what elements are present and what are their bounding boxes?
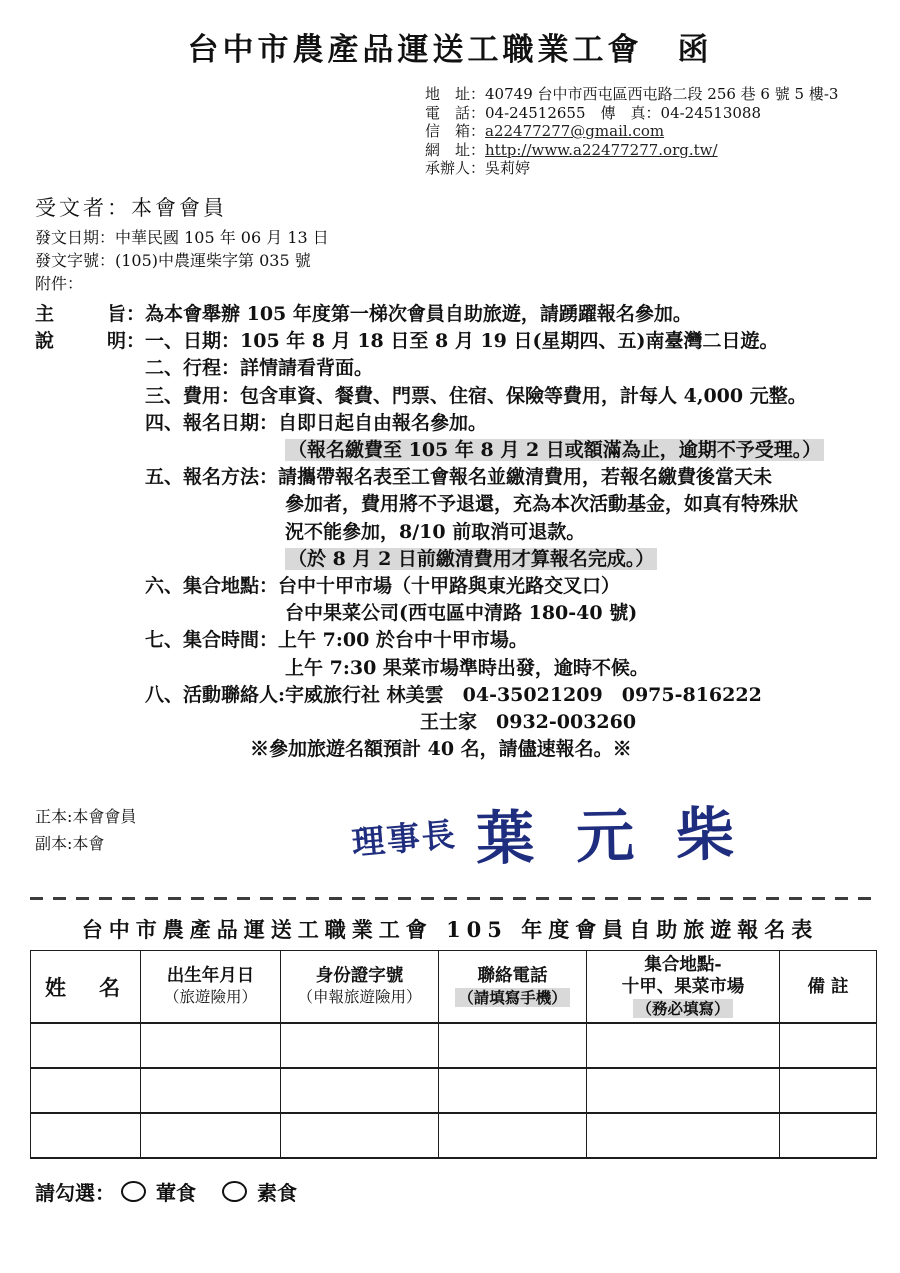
letter-body <box>0 301 900 763</box>
phone-fax-line <box>425 104 900 123</box>
address-line <box>425 85 900 104</box>
form-cell <box>587 1023 780 1068</box>
website-line <box>425 141 900 160</box>
attachment-line: 附件： <box>35 273 84 293</box>
handler-line <box>425 159 900 178</box>
item-5-continuation-2: 況不能參加，8/10 前取消可退款。 <box>285 520 586 543</box>
form-cell <box>780 1023 877 1068</box>
duplicate-copy-line: 副本:本會 <box>35 834 105 854</box>
meal-selection-row <box>35 1177 900 1206</box>
chairman-signature-stamp <box>352 789 776 873</box>
explanation-item-1: 一、日期：105 年 8 月 18 日至 8 月 19 日(星期四、五)南臺灣二日遊。 <box>145 330 779 353</box>
form-cell <box>31 1113 141 1158</box>
quota-note: ※參加旅遊名額預計 40 名，請儘速報名。※ <box>250 738 632 761</box>
form-cell <box>141 1068 281 1113</box>
registration-table <box>30 950 877 1159</box>
phone-fax-value: 04-24512655 傳 真：04-24513088 <box>485 103 762 122</box>
vegetarian-meal-label: 素食 <box>257 1180 297 1205</box>
item-8-continuation: 王士家 0932-003260 <box>420 711 637 734</box>
website-link[interactable]: http://www.a22477277.org.tw/ <box>485 140 718 159</box>
meat-meal-label: 葷食 <box>156 1180 196 1205</box>
subject-text: 為本會舉辦 105 年度第一梯次會員自助旅遊，請踴躍報名參加。 <box>145 302 692 325</box>
explanation-item-3: 三、費用：包含車資、餐費、門票、住宿、保險等費用，計每人 4,000 元整。 <box>145 384 807 407</box>
registration-row-2 <box>31 1068 877 1113</box>
item-6-continuation: 台中果菜公司(西屯區中清路 180-40 號) <box>285 602 638 625</box>
phone-label: 電 話： <box>425 103 486 122</box>
item-7-continuation: 上午 7:30 果菜市場準時出發，逾時不候。 <box>285 656 649 679</box>
explanation-item-4: 四、報名日期：自即日起自由報名參加。 <box>145 411 488 434</box>
column-name: 姓 名 <box>31 951 141 1023</box>
explanation-item-7: 七、集合時間：上午 7:00 於台中十甲市場。 <box>145 629 528 652</box>
deadline-note <box>285 437 900 464</box>
address-value: 40749 台中市西屯區西屯路二段 256 巷 6 號 5 樓-3 <box>485 85 839 103</box>
explanation-label: 說 明： <box>35 330 145 353</box>
form-cell <box>587 1068 780 1113</box>
form-cell <box>587 1113 780 1158</box>
email-line <box>425 122 900 141</box>
copy-block <box>35 803 136 857</box>
cut-line-divider <box>30 897 878 900</box>
meeting-point-note-highlight: （務必填寫） <box>633 999 732 1018</box>
form-cell <box>780 1068 877 1113</box>
column-meeting-point: 集合地點- 十甲、果菜市場 （務必填寫） <box>587 951 780 1023</box>
form-cell <box>281 1113 439 1158</box>
chairman-title: 理事長 <box>350 814 459 863</box>
registration-row-3 <box>31 1113 877 1158</box>
form-cell <box>439 1023 587 1068</box>
subject-row <box>35 301 900 328</box>
form-cell <box>281 1023 439 1068</box>
form-cell <box>281 1068 439 1113</box>
explanation-item-8: 八、活動聯絡人:宇威旅行社 林美雲 04-35021209 0975-816222 <box>145 683 762 706</box>
form-cell <box>439 1113 587 1158</box>
column-id-number: 身份證字號 （申報旅遊險用） <box>281 951 439 1023</box>
form-cell <box>141 1023 281 1068</box>
explanation-item-2: 二、行程：詳情請看背面。 <box>145 357 374 380</box>
handler-label: 承辦人： <box>425 159 486 178</box>
column-phone: 聯絡電話 （請填寫手機） <box>439 951 587 1023</box>
column-remarks: 備 註 <box>780 951 877 1023</box>
explanation-row <box>35 328 900 355</box>
email-label: 信 箱： <box>425 122 486 141</box>
explanation-item-5: 五、報名方法：請攜帶報名表至工會報名並繳清費用，若報名繳費後當天未 <box>145 466 773 489</box>
recipient-line: 受文者：本會會員 <box>35 195 227 220</box>
column-birthdate: 出生年月日 （旅遊險用） <box>141 951 281 1023</box>
original-copy-line: 正本:本會會員 <box>35 807 137 827</box>
form-cell <box>31 1023 141 1068</box>
address-label: 地 址： <box>425 85 486 103</box>
handler-value: 吳莉婷 <box>485 159 531 178</box>
meat-meal-checkbox-circle <box>121 1181 146 1202</box>
meta-block <box>35 226 900 295</box>
registration-row-1 <box>31 1023 877 1068</box>
form-cell <box>439 1068 587 1113</box>
contact-info-block <box>425 85 900 178</box>
organization-title: 台中市農產品運送工職業工會 函 <box>187 32 713 68</box>
phone-note-highlight: （請填寫手機） <box>455 988 570 1007</box>
deadline-note-highlight: （報名繳費至 105 年 8 月 2 日或額滿為止，逾期不予受理。） <box>285 439 824 461</box>
registration-form-title: 台中市農產品運送工職業工會 105 年度會員自助旅遊報名表 <box>81 917 819 943</box>
form-cell <box>31 1068 141 1113</box>
form-cell <box>780 1113 877 1158</box>
form-cell <box>141 1113 281 1158</box>
payment-note-highlight: （於 8 月 2 日前繳清費用才算報名完成。） <box>285 548 657 570</box>
email-link[interactable]: a22477277@gmail.com <box>485 122 665 141</box>
item-5-continuation-1: 參加者，費用將不予退還，充為本次活動基金，如真有特殊狀 <box>285 493 799 516</box>
registration-table-header-row <box>31 951 877 1023</box>
vegetarian-meal-checkbox-circle <box>222 1181 247 1202</box>
chairman-name: 葉元柴 <box>475 799 777 874</box>
website-label: 網 址： <box>425 140 486 159</box>
closing-section <box>0 789 900 893</box>
ref-number-line: 發文字號：(105)中農運柴字第 035 號 <box>35 250 311 270</box>
meal-selection-label: 請勾選： <box>35 1180 115 1205</box>
explanation-item-6: 六、集合地點：台中十甲市場（十甲路與東光路交叉口） <box>145 575 621 597</box>
subject-label: 主 旨： <box>35 302 145 325</box>
payment-note <box>285 546 900 573</box>
issue-date-line: 發文日期：中華民國 105 年 06 月 13 日 <box>35 227 329 247</box>
